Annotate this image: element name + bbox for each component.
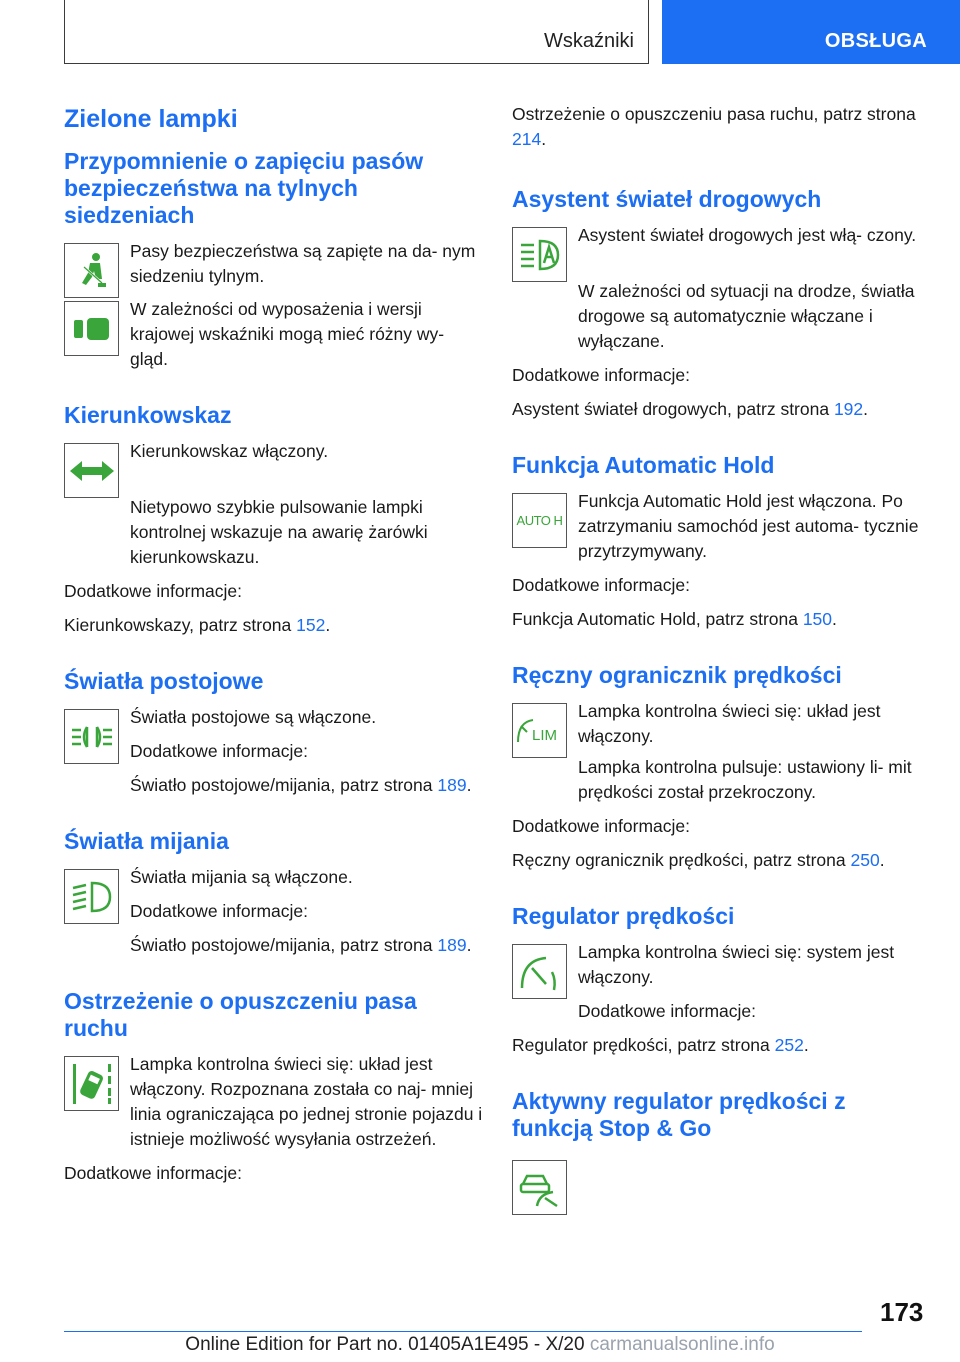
section-parking-lights [64,668,484,798]
speed-limiter-icon [512,703,567,758]
section-lane-departure [64,988,484,1186]
low-beam-row [64,865,484,924]
seatbelt-icon [64,243,119,298]
seat-indicator-icon [64,301,119,356]
high-beam-page-link[interactable]: 192 [833,399,864,419]
parking-text-1: Światła postojowe są włączone. [130,707,377,727]
footer-divider [64,1331,862,1332]
parking-light-icon [64,709,119,764]
chapter-tab[interactable] [662,0,960,64]
section-seatbelt-reminder [64,148,484,372]
seatbelt-text-1: Pasy bezpieczeństwa są zapięte na da- nym siedzeniu tylnym. [130,241,476,286]
lane-departure-ref-text: Ostrzeżenie o opuszczeniu pasa ruchu, patrz strona [512,104,916,124]
heading-speed-limiter: Ręczny ogranicznik prędkości [512,662,842,688]
header-section-box [64,0,649,64]
high-beam-ref-text: Asystent świateł drogowych, patrz strona [512,399,834,419]
high-beam-row [512,223,922,281]
low-beam-more: Dodatkowe informacje: [130,901,308,921]
turn-signal-ref-text: Kierunkowskazy, patrz strona [64,615,297,635]
section-high-beam-assist [512,186,922,422]
section-low-beam [64,828,484,958]
section-cruise-control [512,903,922,1058]
auto-hold-text: Funkcja Automatic Hold jest włączona. Po zatrzymaniu samochód jest automa- tycznie przytrzymywany. [578,491,919,561]
lane-departure-text: Lampka kontrolna świeci się: układ jest włączony. Rozpoznana została co naj- mniej linia ograniczająca po jednej stronie pojazdu i istnieje możliwość wysyłania ostrzeżeń. [130,1054,483,1149]
parking-ref-text: Światło postojowe/mijania, patrz strona [130,775,438,795]
lane-departure-ref: Ostrzeżenie o opuszczeniu pasa ruchu, patrz strona 214. [512,104,916,149]
page-title: Zielone lampki [64,105,238,133]
auto-hold-icon-text: AUTO H [516,513,563,528]
auto-hold-more: Dodatkowe informacje: [512,575,690,595]
speed-limiter-text-2 [512,755,922,805]
turn-signal-icon [64,443,119,498]
lane-departure-more: Dodatkowe informacje: [64,1163,242,1183]
lane-departure-page-link[interactable]: 214 [512,129,542,149]
parking-ref: Światło postojowe/mijania, patrz strona 189. [130,775,472,795]
high-beam-more: Dodatkowe informacje: [512,365,690,385]
low-beam-ref: Światło postojowe/mijania, patrz strona 189. [130,935,472,955]
left-column [64,100,484,1216]
high-beam-text-2 [512,279,922,354]
heading-auto-hold: Funkcja Automatic Hold [512,452,775,478]
turn-signal-more: Dodatkowe informacje: [64,581,242,601]
seat-indicator-row [64,297,484,372]
turn-signal-text-2-content: Nietypowo szybkie pulsowanie lampki kontrolnej wskazuje na awarię żarówki kierunkowskazu. [130,497,428,567]
section-turn-signal [64,402,484,638]
section-active-cruise-control [512,1088,922,1214]
section-title: Wskaźniki [543,30,634,52]
heading-active-cruise-control: Aktywny regulator prędkości z funkcją Stop & Go [512,1088,846,1141]
turn-signal-text-2 [64,495,484,570]
speed-limiter-more: Dodatkowe informacje: [512,816,690,836]
active-cruise-row [512,1156,922,1214]
active-cruise-control-icon [512,1160,567,1215]
page-number: 173 [880,1297,924,1327]
right-column [512,100,922,1214]
speed-limiter-row [512,699,922,757]
footer-edition [0,1334,960,1356]
parking-page-link[interactable]: 189 [437,775,467,795]
high-beam-assist-icon [512,227,567,282]
low-beam-icon [64,869,119,924]
parking-light-row [64,705,484,764]
svg-text:LIM: LIM [531,726,557,744]
heading-cruise-control: Regulator prędkości [512,903,735,929]
auto-hold-row [512,489,922,564]
cruise-text-1: Lampka kontrolna świeci się: system jest włączony. [578,942,895,987]
heading-lane-departure: Ostrzeżenie o opuszczeniu pasa ruchu [64,988,417,1041]
cruise-ref: Regulator prędkości, patrz strona 252. [512,1035,809,1055]
turn-signal-ref: Kierunkowskazy, patrz strona 152. [64,615,331,635]
high-beam-ref: Asystent świateł drogowych, patrz strona 192. [512,399,869,419]
auto-hold-ref-text: Funkcja Automatic Hold, patrz strona [512,609,803,629]
seatbelt-text-2: W zależności od wyposażenia i wersji krajowej wskaźniki mogą mieć różny wy- gląd. [130,299,445,369]
cruise-page-link[interactable]: 252 [774,1035,804,1055]
high-beam-text-1: Asystent świateł drogowych jest włą- czony. [578,225,917,245]
heading-low-beam: Światła mijania [64,828,229,854]
speed-limiter-ref-text: Ręczny ogranicznik prędkości, patrz strona [512,850,851,870]
cruise-control-icon [512,944,567,999]
chapter-tab-label: OBSŁUGA [824,30,927,52]
auto-hold-icon [512,493,567,548]
speed-limiter-text-2-content: Lampka kontrolna pulsuje: ustawiony li- mit prędkości został przekroczony. [578,757,912,802]
parking-more: Dodatkowe informacje: [130,741,308,761]
speed-limiter-text-1: Lampka kontrolna świeci się: układ jest włączony. [578,701,881,746]
cruise-control-row [512,940,922,1024]
turn-signal-row [64,439,484,497]
speed-limiter-ref: Ręczny ogranicznik prędkości, patrz strona 250. [512,850,885,870]
speed-limiter-page-link[interactable]: 250 [850,850,880,870]
low-beam-page-link[interactable]: 189 [437,935,467,955]
turn-signal-page-link[interactable]: 152 [296,615,326,635]
footer-watermark: carmanualsonline.info [589,1334,775,1355]
turn-signal-text-1: Kierunkowskaz włączony. [130,441,329,461]
low-beam-text-1: Światła mijania są włączone. [130,867,353,887]
auto-hold-ref: Funkcja Automatic Hold, patrz strona 150. [512,609,837,629]
section-auto-hold [512,452,922,632]
footer-edition-text: Online Edition for Part no. 01405A1E495 - X/20 [185,1334,585,1355]
auto-hold-page-link[interactable]: 150 [802,609,833,629]
low-beam-ref-text: Światło postojowe/mijania, patrz strona [130,935,438,955]
lane-departure-row [64,1052,484,1152]
lane-departure-icon [64,1056,119,1111]
heading-seatbelt-reminder: Przypomnienie o zapięciu pasów bezpieczeństwa na tylnych siedzeniach [64,148,424,228]
heading-turn-signal: Kierunkowskaz [64,402,232,428]
heading-parking-lights: Światła postojowe [64,668,264,694]
high-beam-text-2-content: W zależności od sytuacji na drodze, światła drogowe są automatycznie włączane i wyłączane. [578,281,915,351]
heading-high-beam-assist: Asystent świateł drogowych [512,186,822,212]
seatbelt-row [64,239,484,297]
cruise-more: Dodatkowe informacje: [578,1001,756,1021]
section-speed-limiter [512,662,922,873]
cruise-ref-text: Regulator prędkości, patrz strona [512,1035,775,1055]
